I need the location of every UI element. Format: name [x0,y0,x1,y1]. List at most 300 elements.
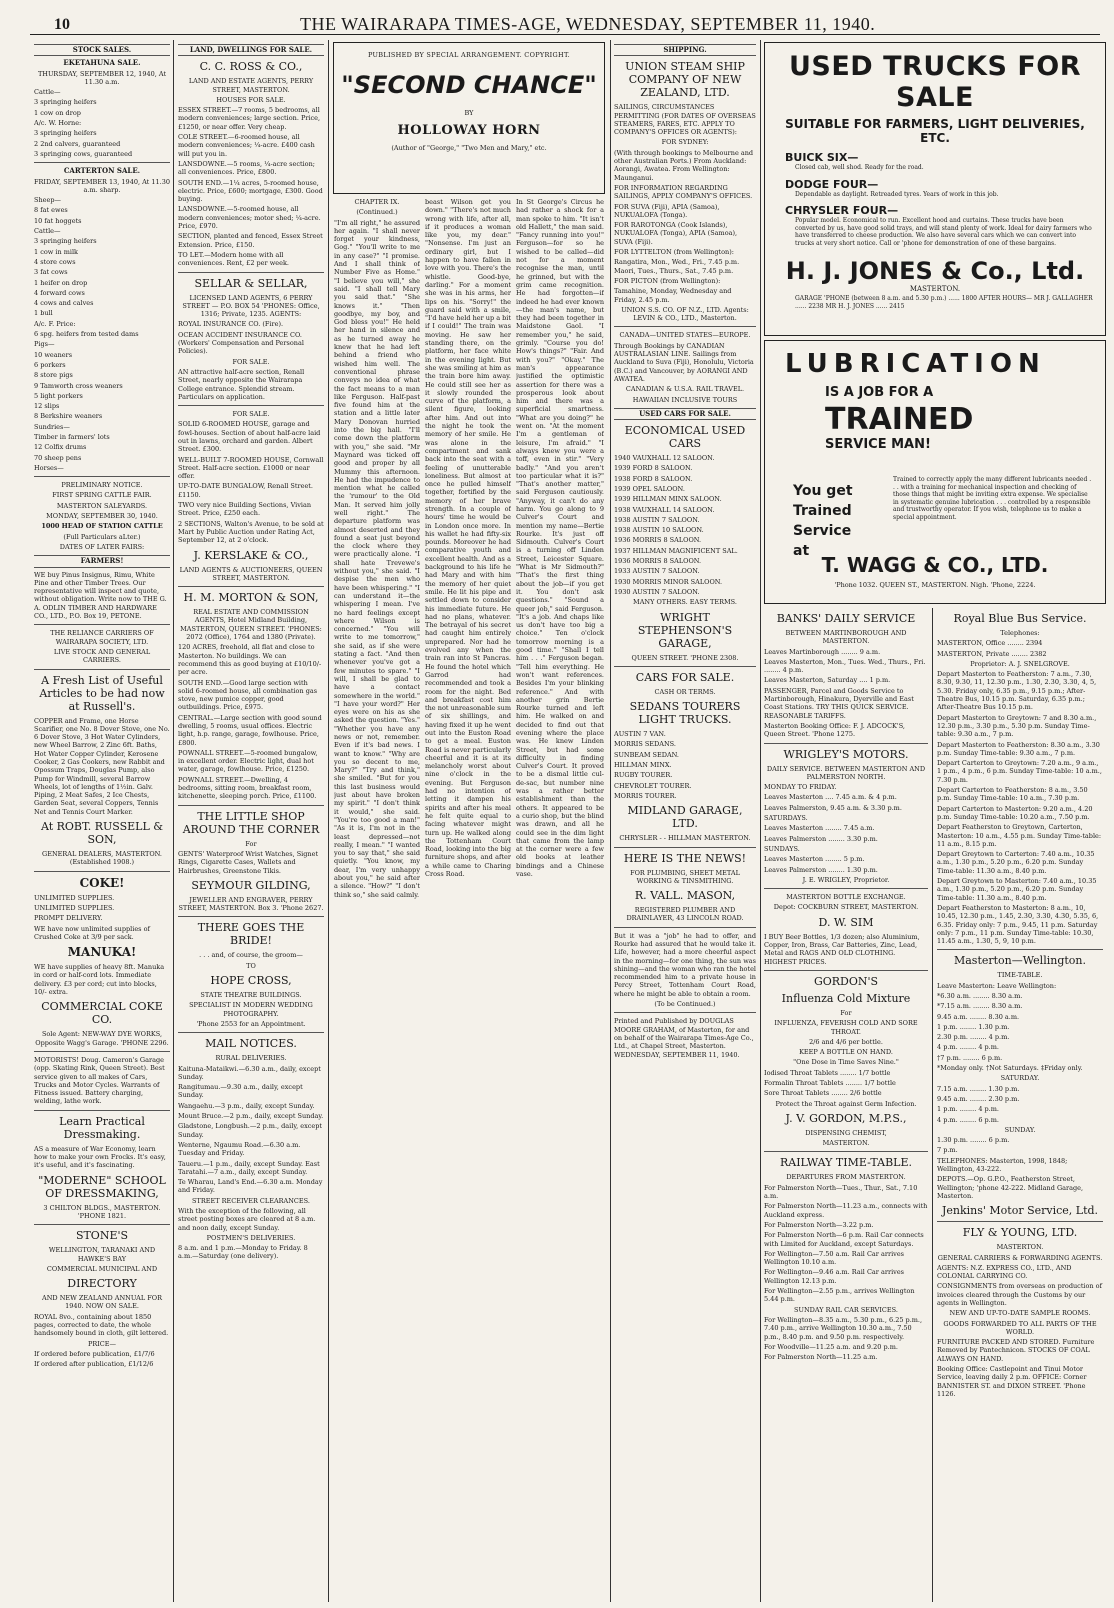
section-heading: SHIPPING. [614,44,756,56]
divider [178,1032,324,1033]
divider [937,1221,1103,1222]
list-item: Leaves Masterton ........ 7.45 a.m. [764,824,875,833]
list-item: 1 cow in milk [34,247,78,256]
price-heading: PRICE— [87,1339,117,1348]
list-item: 4 forward cows [34,288,85,297]
list-item: SECTION, planted and fenced, Essex Street Extension. Price, £150. [178,232,323,249]
listing-list [178,420,324,544]
list-item: Sundries— [34,422,70,431]
ad-text: TO [246,961,256,970]
ad-title: At ROBT. RUSSELL & SON, [40,820,164,847]
list-item: 1939 FORD 8 SALOON. [614,464,693,473]
listing-list [178,106,324,267]
truck-name: DODGE FOUR— [785,177,879,191]
story-column [425,198,511,1602]
list-item: 9.45 a.m. ........ 8.30 a.m. [937,1012,1020,1021]
ad-title: COKE! [79,875,125,890]
list-item: SUNDAYS. [764,844,800,853]
ad-phones: GARAGE 'PHONE (between 8 a.m. and 5.30 p.m.) ...... 1800 AFTER HOURS— MR J. GALLAGHER ...... 2238 MR H. J. JONES ...... 2415 [795,295,1093,310]
list-item: 8 Berkshire weaners [34,412,103,421]
list-item: 6 spg. heifers from tested dams [34,330,139,339]
list-item: 3 springing cows, guaranteed [34,149,133,158]
page-number: 10 [54,16,70,33]
side-line: at [793,543,810,559]
ad-sub: For [840,1008,852,1017]
divider [614,847,756,848]
ad-text: For Palmerston North—11.25 a.m. [764,1353,878,1362]
continued-note: (Continued.) [356,208,398,217]
list-item: For Palmerston North—11.23 a.m., connects with Auckland express. [764,1202,928,1219]
ad-heading: HOUSES FOR SALE. [216,95,286,104]
ad-sub: AND NEW ZEALAND ANNUAL FOR 1940. NOW ON SALE. [42,1294,162,1311]
ad-sub: CHRYSLER - - HILLMAN MASTERTON. [619,834,751,843]
truck-desc: Popular model. Economical to run. Excellent hood and curtains. These trucks have been converted by us, have good solid trays, and will stand plenty of work. Ideal for dairy farmers who have transferred to cheese production. We also have several cars which we can convert into trucks at very short notice. Call or 'phone for demonstration of one of these bargains. [795,217,1092,247]
list-item: MASTERTON, Office ........ 2394 [937,639,1043,648]
ad-sub: REGISTERED PLUMBER AND DRAINLAYER, 43 LINCOLN ROAD. [626,906,744,923]
ad-text: For Wellington—8.35 a.m., 5.30 p.m., 6.25 p.m., 7.40 p.m., arrive Wellington 10.30 a.m., 7.50 p.m., 8.40 p.m. and 9.50 p.m. respectively. [764,1315,923,1341]
sale-title: EKETAHUNA SALE. [63,58,141,68]
list-item: Gladstone, Longbush.—2 p.m., daily, except Sunday. [178,1122,323,1139]
column-bus-services [937,608,1103,1602]
ad-title: Jenkins' Motor Service, Ltd. [941,1204,1099,1218]
list-item: Depart Greytown to Masterton: 7.40 a.m., 10.35 a.m., 1.30 p.m., 5.20 p.m., 6.20 p.m. Sunday Time-table: 11.30 a.m., 8.40 p.m. [937,877,1097,902]
ad-title: COMMERCIAL COKE CO. [41,1000,163,1027]
ad-text: Through Bookings by CANADIAN AUSTRALASIAN LINE. Sailings from Auckland to Suva (Fiji), Honolulu, Victoria (B.C.) and Vancouver, by AORANGI AND AWATEA. [614,341,754,383]
ad-text: I BUY Beer Bottles, 1/3 dozen; also Aluminium, Copper, Iron, Brass, Car Batteries, Zinc, Lead, Metal and RAGS AND OLD CLOTHING. HIGHEST PRICES. [764,932,920,966]
ad-title: SEYMOUR GILDING, [191,878,311,892]
list-item: 2.30 p.m. ........ 4 p.m. [937,1033,1010,1042]
ad-sub: Depot: COCKBURN STREET, MASTERTON. [773,903,919,912]
divider [614,1012,756,1013]
ad-sub: 'Phone 2553 for an Appointment. [196,1019,306,1028]
notice-heading: POSTMEN'S DELIVERIES. [206,1233,296,1242]
divider [178,586,324,587]
column-rule [932,608,933,1602]
ad-heading: FOR SYDNEY: [661,138,709,147]
divider [34,1224,170,1225]
ad-sub: LAND AND ESTATE AGENTS, PERRY STREET, MASTERTON. [188,77,314,94]
list-item: Depart Carterton to Featherston: 8 a.m., 3.50 p.m. Sunday Time-table: 10 a.m., 7.30 p.m. [937,786,1088,803]
list-item: WELL-BUILT 7-ROOMED HOUSE, Cornwall Street. Half-acre section. £1000 or near offer. [178,455,324,481]
list-item: 6 porkers [34,360,66,369]
list-item: AUSTIN 7 VAN. [614,730,666,739]
notice-note: (Full Particulars aLter.) [63,532,141,541]
ad-sub: MANY OTHERS. EASY TERMS. [633,598,737,607]
ad-company: H. J. JONES & Co., Ltd. [785,257,1085,285]
ad-sub: MASTERTON. [822,1139,870,1148]
ad-text: FOR SUVA (Fiji), APIA (Samoa), NUKUALOFA (Tonga). [614,202,720,219]
divider [34,624,170,625]
list-item: MASTERTON, Private ........ 2382 [937,649,1047,658]
ad-title: LUBRICATION [785,349,1046,379]
list-item: 1930 AUSTIN 7 SALOON. [614,587,700,596]
timetable-list [937,670,1103,945]
list-item: For Palmerston North—3.22 p.m. [764,1220,874,1229]
tablet-list [764,1069,928,1098]
list-item: 1 cow on drop [34,108,81,117]
ad-sub: GOODS FORWARDED TO ALL PARTS OF THE WORLD. [943,1319,1097,1336]
list-item: 120 ACRES, freehold, all flat and close to Masterton. No buildings. We can recommend this as good buying at £10/10/- per acre. [178,643,322,677]
notice-title: MAIL NOTICES. [205,1037,297,1051]
ad-title: H. M. MORTON & SON, [183,591,319,605]
ad-heading: CANADA—UNITED STATES—EUROPE. [619,331,751,340]
list-item: Depart Greytown to Carterton: 7.40 a.m., 10.35 a.m., 1.30 p.m., 5.20 p.m., 6.20 p.m. Sunday Time-table: 11.30 a.m., 8.40 p.m. [937,850,1095,875]
notice-text: With the exception of the following, all street posting boxes are cleared at 8 a.m. and noon daily, except Sunday. [178,1206,316,1232]
ad-title: MIDLAND GARAGE, LTD. [627,804,743,831]
ad-sub: FOR PLUMBING, SHEET METAL WORKING & TINSMITHING. [630,868,740,885]
column-rule [173,40,174,1602]
ad-text: CONSIGNMENTS from overseas on production of invoices cleared through the Customs by our agents in Wellington. [937,1282,1102,1307]
list-item: 7.15 a.m. ........ 1.30 p.m. [937,1084,1020,1093]
ad-text: WE have supplies of heavy 8ft. Manuka in cord or half-cord lots. Immediate delivery. £3 per cord; cut into blocks, 10/- extra. [34,963,165,997]
list-item: 8 store pigs [34,371,73,380]
divider [614,326,756,327]
ad-lines [34,894,170,923]
divider [34,669,170,670]
ad-sub: TIME-TABLE. [997,971,1043,980]
list-item: Taueru.—1 p.m., daily, except Sunday. East Taratahi.—7 a.m., daily, except Sunday. [178,1159,320,1176]
ad-sub: SERVICE MAN! [825,437,931,452]
ad-heading: SUNDAY RAIL CAR SERVICES. [794,1305,898,1314]
ad-text: FOR LYTTELTON (from Wellington): [614,248,734,257]
divider [764,970,928,971]
ad-sub: "One Dose in Time Saves Nine." [793,1058,899,1067]
ad-town: MASTERTON. [909,285,961,293]
list-item: A/c. F. Price: [34,319,76,328]
list-item: Depart Masterton to Featherston: 7 a.m., 7.30, 8.30, 9.30, 11, 12.30 p.m., 1.30, 2.30, 3.30, 4, 5, 5.30. Friday only, 6.35 p.m., 9.15 p.m.; After-Theatre Bus, 10.15 p.m. Saturday, 6.35 p.m.; After-Theatre Bus 10.15 p.m. [937,670,1097,712]
ad-title: THE LITTLE SHOP AROUND THE CORNER [182,809,320,836]
truck-desc: Closed cab, well shod. Ready for the road. [795,164,924,171]
list-item: 1 bull [34,309,53,318]
ad-sub: LAND AGENTS & AUCTIONEERS, QUEEN STREET, MASTERTON. [179,565,323,582]
list-item: 1 p.m. ........ 1.30 p.m. [937,1022,1010,1031]
ad-text: PASSENGER, Parcel and Goods Service to Martinborough, Hinakura, Dyerville and East Coast Stations. TRY THIS QUICK SERVICE. REASONABLE TARIFFS. [764,686,914,720]
ad-title: C. C. ROSS & CO., [199,60,303,74]
list-item: A/c. W. Horne: [34,119,82,128]
list-item: 5 light porkers [34,391,83,400]
ad-title: R. VALL. MASON, [634,889,736,903]
ad-text: OCEAN ACCIDENT INSURANCE CO. (Workers' Compensation and Personal Policies). [178,330,304,356]
ad-sub: GENERAL DEALERS, MASTERTON. (Established 1908.) [42,850,162,867]
list-item: Formalin Throat Tablets ........ 1/7 bottle [764,1078,896,1087]
ad-text: (With through bookings to Melbourne and other Australian Ports.) From Auckland: Aorangi, Awatea. From Wellington: Maunganui. [614,148,754,182]
ad-sub: Protect the Throat against Germ Infection. [775,1099,917,1108]
story-text: "I'm all right," he assured her again. "I shall never forget your kindness, Gog." "You'll write to me in any case?" "I promise. And I shall think of Number Five as Home." "I believe you will," she said. "I shall tell Mary you said that." "She knows it." "Then goodbye, my boy, and God bless you!" He held her hand in silence and as he turned away he knew that he had left behind a friend who wished him well. The conventional phrase conveys no idea of what the fact means to a man like Ferguson. Half-past five found him at the station and a little later Mary Donovan hurried into the big hall. "I'll come down the platform with you," she said. "Mr Maynard was ticked off good and proper by all Mummy this afternoon. He had the impudence to mention what he called the 'rumour' to the Old Man. It served him jolly well right." The departure platform was almost deserted and they found a seat just beyond the clock where they were practically alone. "I shall hate Trevewe's without you," she said. "I despise the men who have been whispering." "I can understand it—the whispering I mean. I've no hard feelings except where Wilson is concerned." "You will write to me tomorrow," she said, as if she were stating a fact. "And then whenever you've got a few minutes to spare." "I will, I shall be glad to have a contact somewhere in the world." "I have your word?" Her eyes were on his as she asked the question. "Yes." "Whether you have any news or not, remember. Even if it's bad news. I want to know." "Why are you so decent to me, Mary?" "Try and think," she smiled. "But for you this last business would just about have broken my spirit." "I don't think it would," she said. "You're too good a man!" "As it is, I'm not in the least depressed—not really, I mean." "I wanted you to say that," she said quietly. "You know, my dear, I'm very unhappy about you," he said after a silence. "How?" "I don't think so," she said calmly. [334,218,420,899]
ad-sub: KEEP A BOTTLE ON HAND. [799,1048,893,1057]
ad-text: Masterton Booking Office: F. J. ADCOCK'S, Queen Street. 'Phone 1275. [764,721,905,739]
list-item: COLE STREET.—6-roomed house, all modern conveniences; ¼-acre. £400 cash will put you in. [178,133,315,158]
divider [178,405,324,406]
timetable-list [937,1085,1103,1124]
ad-sub: SPECIALIST IN MODERN WEDDING PHOTOGRAPHY. [189,1001,313,1018]
notice-head: 1000 HEAD OF STATION CATTLE [41,522,163,531]
ad-title: Masterton—Wellington. [953,954,1086,968]
lubrication-ad [764,340,1106,604]
list-item: SOLID 6-ROOMED HOUSE, garage and fowl-houses. Section of about half-acre laid out in lawns, orchard and garden. Albert Street. £300. [178,420,321,454]
list-item: UNLIMITED SUPPLIES. [34,893,115,902]
ad-text: Trained to correctly apply the many different lubricants needed . . . with a training for mechanical inspection and checking of those things that might be inviting extra expense. We specialise in systematic genuine lubrication . . . controlled by a responsible and trustworthy operator. If you wish, telephone us to make a special appointment. [893,476,1092,521]
notice-title: FIRST SPRING CATTLE FAIR. [52,491,152,500]
ad-text: For Woodville—11.25 a.m. and 9.20 p.m. [764,1342,898,1351]
vehicle-list [614,730,756,800]
ad-sub: LICENSED LAND AGENTS, 6 PERRY STREET — P.O. BOX 54 'PHONES: Office, 1316; Private, 1235. AGENTS: [182,293,320,319]
ad-sub: SUITABLE FOR FARMERS, LIGHT DELIVERIES, ETC. [785,117,1085,145]
ad-sub: For [245,839,257,848]
list-item: *7.15 a.m. ........ 8.30 a.m. [937,1002,1023,1011]
list-item: Timber in farmers' lots [34,432,110,441]
timetable-list [937,992,1103,1062]
ad-text: DEPOTS.—Op. G.P.O., Featherston Street, Wellington; 'phone 42-222. Midland Garage, Masterton. [937,1175,1084,1200]
list-item: 4 p.m. ........ 6 p.m. [937,1115,999,1124]
ad-company: T. WAGG & CO., LTD. [821,553,1049,577]
ad-heading: FOR SALE. [232,410,270,419]
list-item: Leaves Masterton .... 7.45 a.m. & 4 p.m. [764,793,897,802]
list-item: 12 Colfix drums [34,443,87,452]
list-item: 1 p.m. ........ 4 p.m. [937,1105,999,1114]
side-line: Service [793,523,852,539]
ad-title: WRIGLEY'S MOTORS. [783,747,909,761]
ad-text: MOTORISTS! Doug. Cameron's Garage (opp. Skating Rink, Queen Street). Best service given to all makes of Cars, Trucks and Motor Cycles. Warrants of Fitness issued. Battery charging, welding, lathe work. [34,1055,165,1106]
list-item: Leaves Martinborough ........ 9 a.m. [764,647,881,656]
price-line: If ordered after publication, £1/12/6 [34,1360,154,1369]
masthead-rule [30,34,1100,35]
list-item: †7 p.m. ........ 6 p.m. [937,1053,1003,1062]
continued-note: (To be Continued.) [654,1000,716,1009]
ad-title: Learn Practical Dressmaking. [59,1114,145,1141]
divider [764,743,928,744]
ad-text: WE have now unlimited supplies of Crushed Coke at 3/9 per sack. [34,924,150,941]
list-item: 1938 VAUXHALL 14 SALOON. [614,505,715,514]
imprint: Printed and Published by DOUGLAS MOORE GRAHAM, of Masterton, for and on behalf of the Wairarapa Times-Age Co., Ltd., at Chapel Street, Masterton. WEDNESDAY, SEPTEMBER 11, 1940. [614,1017,754,1059]
ad-text: GENTS' Waterproof Wrist Watches, Signet Rings, Cigarette Cases, Wallets and Hairbrushes, Greenstone Tikis. [178,849,319,875]
list-item: 1938 AUSTIN 7 SALOON. [614,515,700,524]
story-text: In St George's Circus he had rather a shock for a man spoke to him. "It isn't old Hallett," the man said. "Fancy running into you!" Ferguson—for so he wished to be called—did not for a moment recognise the man, until he grinned, but with the grim came recognition. He had forgotten—if indeed he had ever known—the man's name, but they had been together in Maidstone Gaol. "I remember you," he said, grimly. "Course you do! How's things?" "Fair. And with you?" "Okay." The man's appearance justified the optimistic assertion for there was a prosperous look about him and there was a superficial smartness. "What are you doing?" he went on. "At the moment I'm a gentleman of leisure, I'm afraid." "I always knew you were a toff, even in stir." "Very badly." "And you aren't too particular what it is?" "That's another matter," said Ferguson cautiously. "Anyway, it can't do any harm. You go along to 9 Culver's Court and mention my name—Bertie Rourke. It's just off Sidmouth. Culver's Court is a turning off Linden Street, Leicester Square. "What is Mr Sidmouth?" "That's the first thing about the job—if you get it. You don't ask questions." "Sound a queer job," said Ferguson. "It's a job. And chaps like us don't have too big a choice." Ten o'clock tomorrow morning is a good time." "Shall I tell him . . ." Ferguson began. "Tell him everything. He won't want references. Besides I'm your blinking reference." And with another grin Bertie Rourke turned and left him. He walked on and decided to find out that evening where the place was. He knew Linden Street, but had some difficulty in finding Culver's Court. It proved to be a dismal little cul-de-sac, but number nine was a rather better establishment than the others. It appeared to be a curio shop, but the blind was drawn, and all he could see in the dim light that came from the lamp at the corner were a few old books at leather bindings and a Chinese vase. [516,198,604,879]
list-item: *6.30 a.m. ........ 8.30 a.m. [937,991,1023,1000]
timetable-list [764,648,928,685]
list-item: POWNALL STREET.—5-roomed bungalow, in excellent order. Electric light, dual hot water, garage, fowlhouse. Price, £1250. [178,748,318,774]
list-item: 1 heifer on drop [34,278,88,287]
list-item: CHEVROLET TOURER. [614,781,692,790]
ad-title: Royal Blue Bus Service. [953,612,1087,625]
section-heading: USED CARS FOR SALE. [614,408,756,420]
ad-title: RAILWAY TIME-TABLE. [779,1156,913,1170]
ad-sub: 2/6 and 4/6 per bottle. [809,1037,883,1046]
list-item: Depart Featherston to Masterton: 8 a.m., 10, 10.45, 12.30 p.m., 1.45, 2.30, 3.30, 4.30, 5.35, 6, 6.35. Friday only: 7 p.m., 9.45, 11 p.m. Saturday only: 7 p.m., 11 p.m. Sunday Time-table: 10.30, 11.45 a.m., 1.30, 5, 9, 10 p.m. [937,903,1099,946]
ad-title: J. KERSLAKE & CO., [193,548,309,562]
chapter-heading: CHAPTER IX. [354,198,400,206]
list-item: 10 fat hoggets [34,216,82,225]
divider [178,272,324,273]
sale-date: FRIDAY, SEPTEMBER 13, 1940, At 11.30 a.m. sharp. [34,177,170,194]
list-item: UP-TO-DATE BUNGALOW, Renall Street. £1150. [178,482,313,499]
timetable-header: Leave Masterton: Leave Wellington: [937,981,1057,990]
list-item: Leaves Palmerston ........ 1.30 p.m. [764,865,878,874]
divider [34,1110,170,1111]
ad-sub: INFLUENZA, FEVERISH COLD AND SORE THROAT. [774,1019,918,1036]
divider [178,916,324,917]
ad-heading: CANADIAN & U.S.A. RAIL TRAVEL. [625,385,745,394]
list-item: 1933 AUSTIN 7 SALOON. [614,567,700,576]
serial-title-box [333,42,605,194]
ad-heading: FOR SALE. [232,357,270,366]
list-item: SOUTH END.—1¼ acres, 5-roomed house, electric. Price, £600; mortgage, £300. Good buying. [178,178,323,204]
list-item: Depart Carterton to Greytown: 7.20 a.m., 9 a.m., 1 p.m., 4 p.m., 6 p.m. Sunday Time-table: 10 a.m., 7.30 p.m. [937,759,1102,784]
list-item: SUNBEAM SEDAN. [614,750,679,759]
ad-sub: Sole Agent: NEW-WAY DYE WORKS, Opposite Wagg's Garage. 'PHONE 2296. [35,1030,169,1047]
ad-title: CARS FOR SALE. [635,670,735,684]
serial-author-note: (Author of "George," "Two Men and Mary," etc. [391,144,547,152]
divider [34,162,170,163]
list-item: 9.45 a.m. ........ 2.30 p.m. [937,1094,1020,1103]
ad-text: TELEPHONES: Masterton, 1998, 1848; Wellington, 43-222. [937,1156,1068,1174]
list-item: For Wellington—9.46 a.m. Rail Car arrives Wellington 12.13 p.m. [764,1268,904,1285]
ad-title: BANKS' DAILY SERVICE [776,612,916,625]
truck-name: CHRYSLER FOUR— [785,204,899,217]
story-text: beast Wilson get you down." "There's not much wrong with life, after all, if it produces a woman like you, my dear." "Nonsense. I'm just an ordinary girl, but I happen to have fallen in love with you. There's the whistle. Good-bye, darling." For a moment she was in his arms, her lips on his. "Sorry!" the guard said with a smile, "I'd have held her up a bit if I could!" The train was moving. He saw her standing there, on the platform, her face white in the evening light. But she was smiling at him as the train bore him away. He could still see her as it slowly rounded the curve of the platform, a silent figure, looking after him. And out into the night he took the memory of her smile. He was alone in the compartment and sank back into the seat with a feeling of unutterable loneliness. But almost at once he pulled himself together, fortified by the memory of her brave strength. In a couple of hours' time he would be in London once more. In his wallet he had fifty-six pounds. Moreover he had comparative youth and excellent health. And as a background to his life he had Mary and with him the memory of her quiet smile. He lit his pipe and settled down to consider his immediate future. He had no plans, whatever. The betrayal of his secret had caught him entirely unprepared. Nor had he evolved any when the train ran into St Pancras. He found the hotel which Garrod had recommended and took a room for the night. Bed and breakfast cost him the not unreasonable sum of six shillings, and having fixed it up he went out into the Euston Road to get a meal. Euston Road is never particularly cheerful and it is at its melancholy worst about nine o'clock in the evening. But Ferguson had no intention of letting it dampen his spirits and after his meal he felt quite equal to facing whatever might turn up. He walked along the Tottenham Court Road, looking into the big furniture shops, and after a while came to Charing Cross Road. [425,198,511,879]
list-item: Depart Masterton to Featherston: 8.30 a.m., 3.30 p.m. Sunday Time-table: 9.30 a.m., 7 p.m. [937,740,1100,757]
list-item: MONDAY TO FRIDAY. [764,783,837,792]
list-item: Leaves Masterton ........ 5 p.m. [764,855,865,864]
ad-text: . . . and, of course, the groom— [199,951,303,960]
ad-text: Booking Office: Castlepoint and Tinui Motor Service, leaving daily 2 p.m. OFFICE: Corner BANNISTER ST. and DIXON STREET. 'Phone 1126. [937,1365,1087,1398]
ad-text: AN attractive half-acre section, Renall Street, nearly opposite the Wairarapa College entrance. Splendid stream. Particulars on application. [178,367,305,401]
column-land-dwellings [178,40,324,1602]
column-rule [328,40,329,1602]
list-item: 1936 MORRIS 8 SALOON. [614,536,702,545]
ad-title: SEDANS TOURERS LIGHT TRUCKS. [629,700,741,727]
ad-text: FOR PICTON (from Wellington): [614,276,721,285]
ad-sub: QUEEN STREET. 'PHONE 2308. [631,653,739,662]
list-item: 1.30 p.m. ........ 6 p.m. [937,1136,1010,1145]
ad-sub: JEWELLER AND ENGRAVER, PERRY STREET, MASTERTON. Box 3. 'Phone 2627. [178,895,324,913]
divider [178,805,324,806]
list-item: LANSDOWNE.—5 rooms, ¼-acre section; all conveniences. Price, £800. [178,159,315,177]
column-services [764,608,928,1602]
ad-text: AGENTS: N.Z. EXPRESS CO., LTD., AND COLONIAL CARRYING CO. [937,1263,1072,1281]
list-item: 1939 OPEL SALOON. [614,484,685,493]
divider [34,1051,170,1052]
list-item: For Palmerston North—Tues., Thur., Sat., 7.10 a.m. [764,1183,918,1201]
list-item: For Palmerston North—6 p.m. Rail Car connects with Limited for Auckland, except Saturdays. [764,1231,924,1248]
ad-sub: UNION S.S. CO. OF N.Z., LTD. Agents: LEVIN & CO., LTD., Masterton. [621,305,749,323]
ad-side-text [793,481,853,561]
ad-text: Tamahine, Monday, Wednesday and Friday, 2.45 p.m. [614,287,732,304]
list-item: Sore Throat Tablets ........ 2/6 bottle [764,1089,882,1098]
list-item: 4 cows and calves [34,299,94,308]
list-item: For Wellington—2.55 p.m., arrives Wellington 5.44 p.m. [764,1287,915,1304]
divider [34,476,170,477]
serial-title: "SECOND CHANCE" [341,71,597,99]
ad-sub: Proprietor: A. J. SNELGROVE. [970,659,1070,668]
list-item: Cattle— [34,88,61,97]
ad-sub: REAL ESTATE AND COMMISSION AGENTS, Hotel Midland Building, MASTERTON, QUEEN STREET. 'PHONES: 2072 (Office), 1764 and 1380 (Private). [180,608,322,642]
ad-sub: Telephones: [1000,629,1040,637]
list-item: PROMPT DELIVERY. [34,914,103,923]
ad-title: WRIGHT STEPHENSON'S GARAGE, [637,610,733,650]
list-item: Leaves Palmerston, 9.45 a.m. & 3.30 p.m. [764,803,902,812]
list-item: Wangaehu.—3 p.m., daily, except Sunday. [178,1101,315,1110]
list-item: 10 weaners [34,350,73,359]
list-item: 1939 HILLMAN MINX SALOON. [614,495,722,504]
list-item: Leaves Palmerston ........ 3.30 p.m. [764,834,878,843]
ad-sub: STATE THEATRE BUILDINGS. [200,991,302,1000]
ad-sub: DISPENSING CHEMIST, [805,1128,887,1137]
truck-name: BUICK SIX— [785,151,859,164]
notice-later: DATES OF LATER FAIRS: [59,542,145,551]
divider [34,871,170,872]
ad-title: SELLAR & SELLAR, [194,276,308,290]
list-item: 1930 MORRIS MINOR SALOON. [614,577,723,586]
column-rule [610,40,611,1602]
story-column [516,198,604,1602]
ad-title: TRAINED [825,402,974,437]
timetable-list [937,1136,1103,1155]
side-line: Trained [793,503,852,519]
list-item: 2 SECTIONS, Walton's Avenue, to be sold at Mart by Public Auction under Rating Act, September 12, at 2 o'clock. [178,519,324,545]
list-item: MORRIS TOURER. [614,791,677,800]
ad-text: FURNITURE PACKED AND STORED. Furniture Removed by Pantechnicon. STOCKS OF COAL ALWAYS ON HAND. [937,1338,1095,1363]
notice-text: 8 a.m. and 1 p.m.—Monday to Friday. 8 a.m.—Saturday (one delivery). [178,1244,308,1261]
list-item: 1938 FORD 8 SALOON. [614,474,693,483]
list-item: MORRIS SEDANS. [614,740,676,749]
list-item: 12 slips [34,402,60,411]
ad-signature: J. E. WRIGLEY, Proprietor. [802,875,890,884]
sale-title: CARTERTON SALE. [63,166,141,176]
ad-sub: GENERAL CARRIERS & FORWARDING AGENTS. [937,1253,1103,1262]
sale-date: THURSDAY, SEPTEMBER 12, 1940, At 11.30 a.m. [37,69,167,86]
timetable-day: SUNDAY. [1004,1125,1036,1134]
list-item: 3 springing heifers [34,129,97,138]
ad-sub: DAILY SERVICE. BETWEEN MASTERTON AND PALMERSTON NORTH. [766,764,926,781]
story-column [334,198,420,1602]
list-item: UNLIMITED SUPPLIES. [34,903,115,912]
ad-title: USED TRUCKS FOR SALE [788,51,1082,113]
used-trucks-ad [764,42,1106,336]
mail-list [178,1065,324,1195]
timetable-note: *Monday only. †Not Saturdays. ‡Friday only. [937,1064,1083,1073]
serial-author: HOLLOWAY HORN [397,123,541,138]
ad-text: WE buy Pinus Insignus, Rimu, White Pine and other Timber Trees. Our representative will inspect and quote, without obligation. Write now to THE G. A. ODLIN TIMBER AND HARDWARE CO., LTD., P.O. Box 19, PETONE. [34,570,167,621]
list-item: 1938 AUSTIN 10 SALOON. [614,526,704,535]
list-item: 1936 MORRIS 8 SALOON. [614,557,702,566]
side-line: You get [793,483,853,499]
notice-heading: STREET RECEIVER CLEARANCES. [192,1196,310,1205]
ad-sub: CASH OR TERMS. [654,687,716,696]
section-heading: LAND, DWELLINGS FOR SALE. [178,44,324,56]
list-item: Te Wharau, Land's End.—6.30 a.m. Monday and Friday. [178,1178,323,1195]
ad-title: A Fresh List of Useful Articles to be had now at Russell's. [39,673,165,713]
ad-title: HERE IS THE NEWS! [623,851,747,865]
list-item: For Wellington—7.50 a.m. Rail Car arrives Wellington 10.10 a.m. [764,1249,904,1267]
list-item: Depart Featherston to Greytown, Carterton, Masterton: 10 a.m., 4.55 p.m. Sunday Time-table: 11 a.m., 8.15 p.m. [937,823,1102,848]
list-item: TO LET.—Modern home with all conveniences. Rent, £2 per week. [178,250,289,268]
list-item: RUGBY TOURER. [614,771,673,780]
ad-sub: COMMERCIAL MUNICIPAL AND [46,1264,158,1273]
car-list [614,454,756,596]
notice-heading: RURAL DELIVERIES. [215,1054,287,1063]
column-shipping [614,40,756,1602]
list-item: Depart Carterton to Masterton: 9.20 a.m., 4.20 p.m. Sunday Time-table: 10.20 a.m., 7.50 p.m. [937,804,1093,821]
list-item: 1940 VAUXHALL 12 SALOON. [614,454,715,463]
list-item: TWO very nice Building Sections, Vivian Street. Price, £250 each. [178,501,312,518]
ad-sub: DEPARTURES FROM MASTERTON. [786,1173,906,1182]
ad-title: Influenza Cold Mixture [781,991,911,1005]
list-item: 3 springing heifers [34,237,97,246]
divider [937,949,1103,950]
list-item: 4 p.m. ........ 4 p.m. [937,1043,999,1052]
list-item: 8 fat ewes [34,206,68,215]
ad-text: SAILINGS, CIRCUMSTANCES PERMITTING (FOR DATES OF OVERSEAS STEAMERS, FARES, ETC. APPLY TO COMPANY'S OFFICES OR AGENTS): [614,103,756,137]
